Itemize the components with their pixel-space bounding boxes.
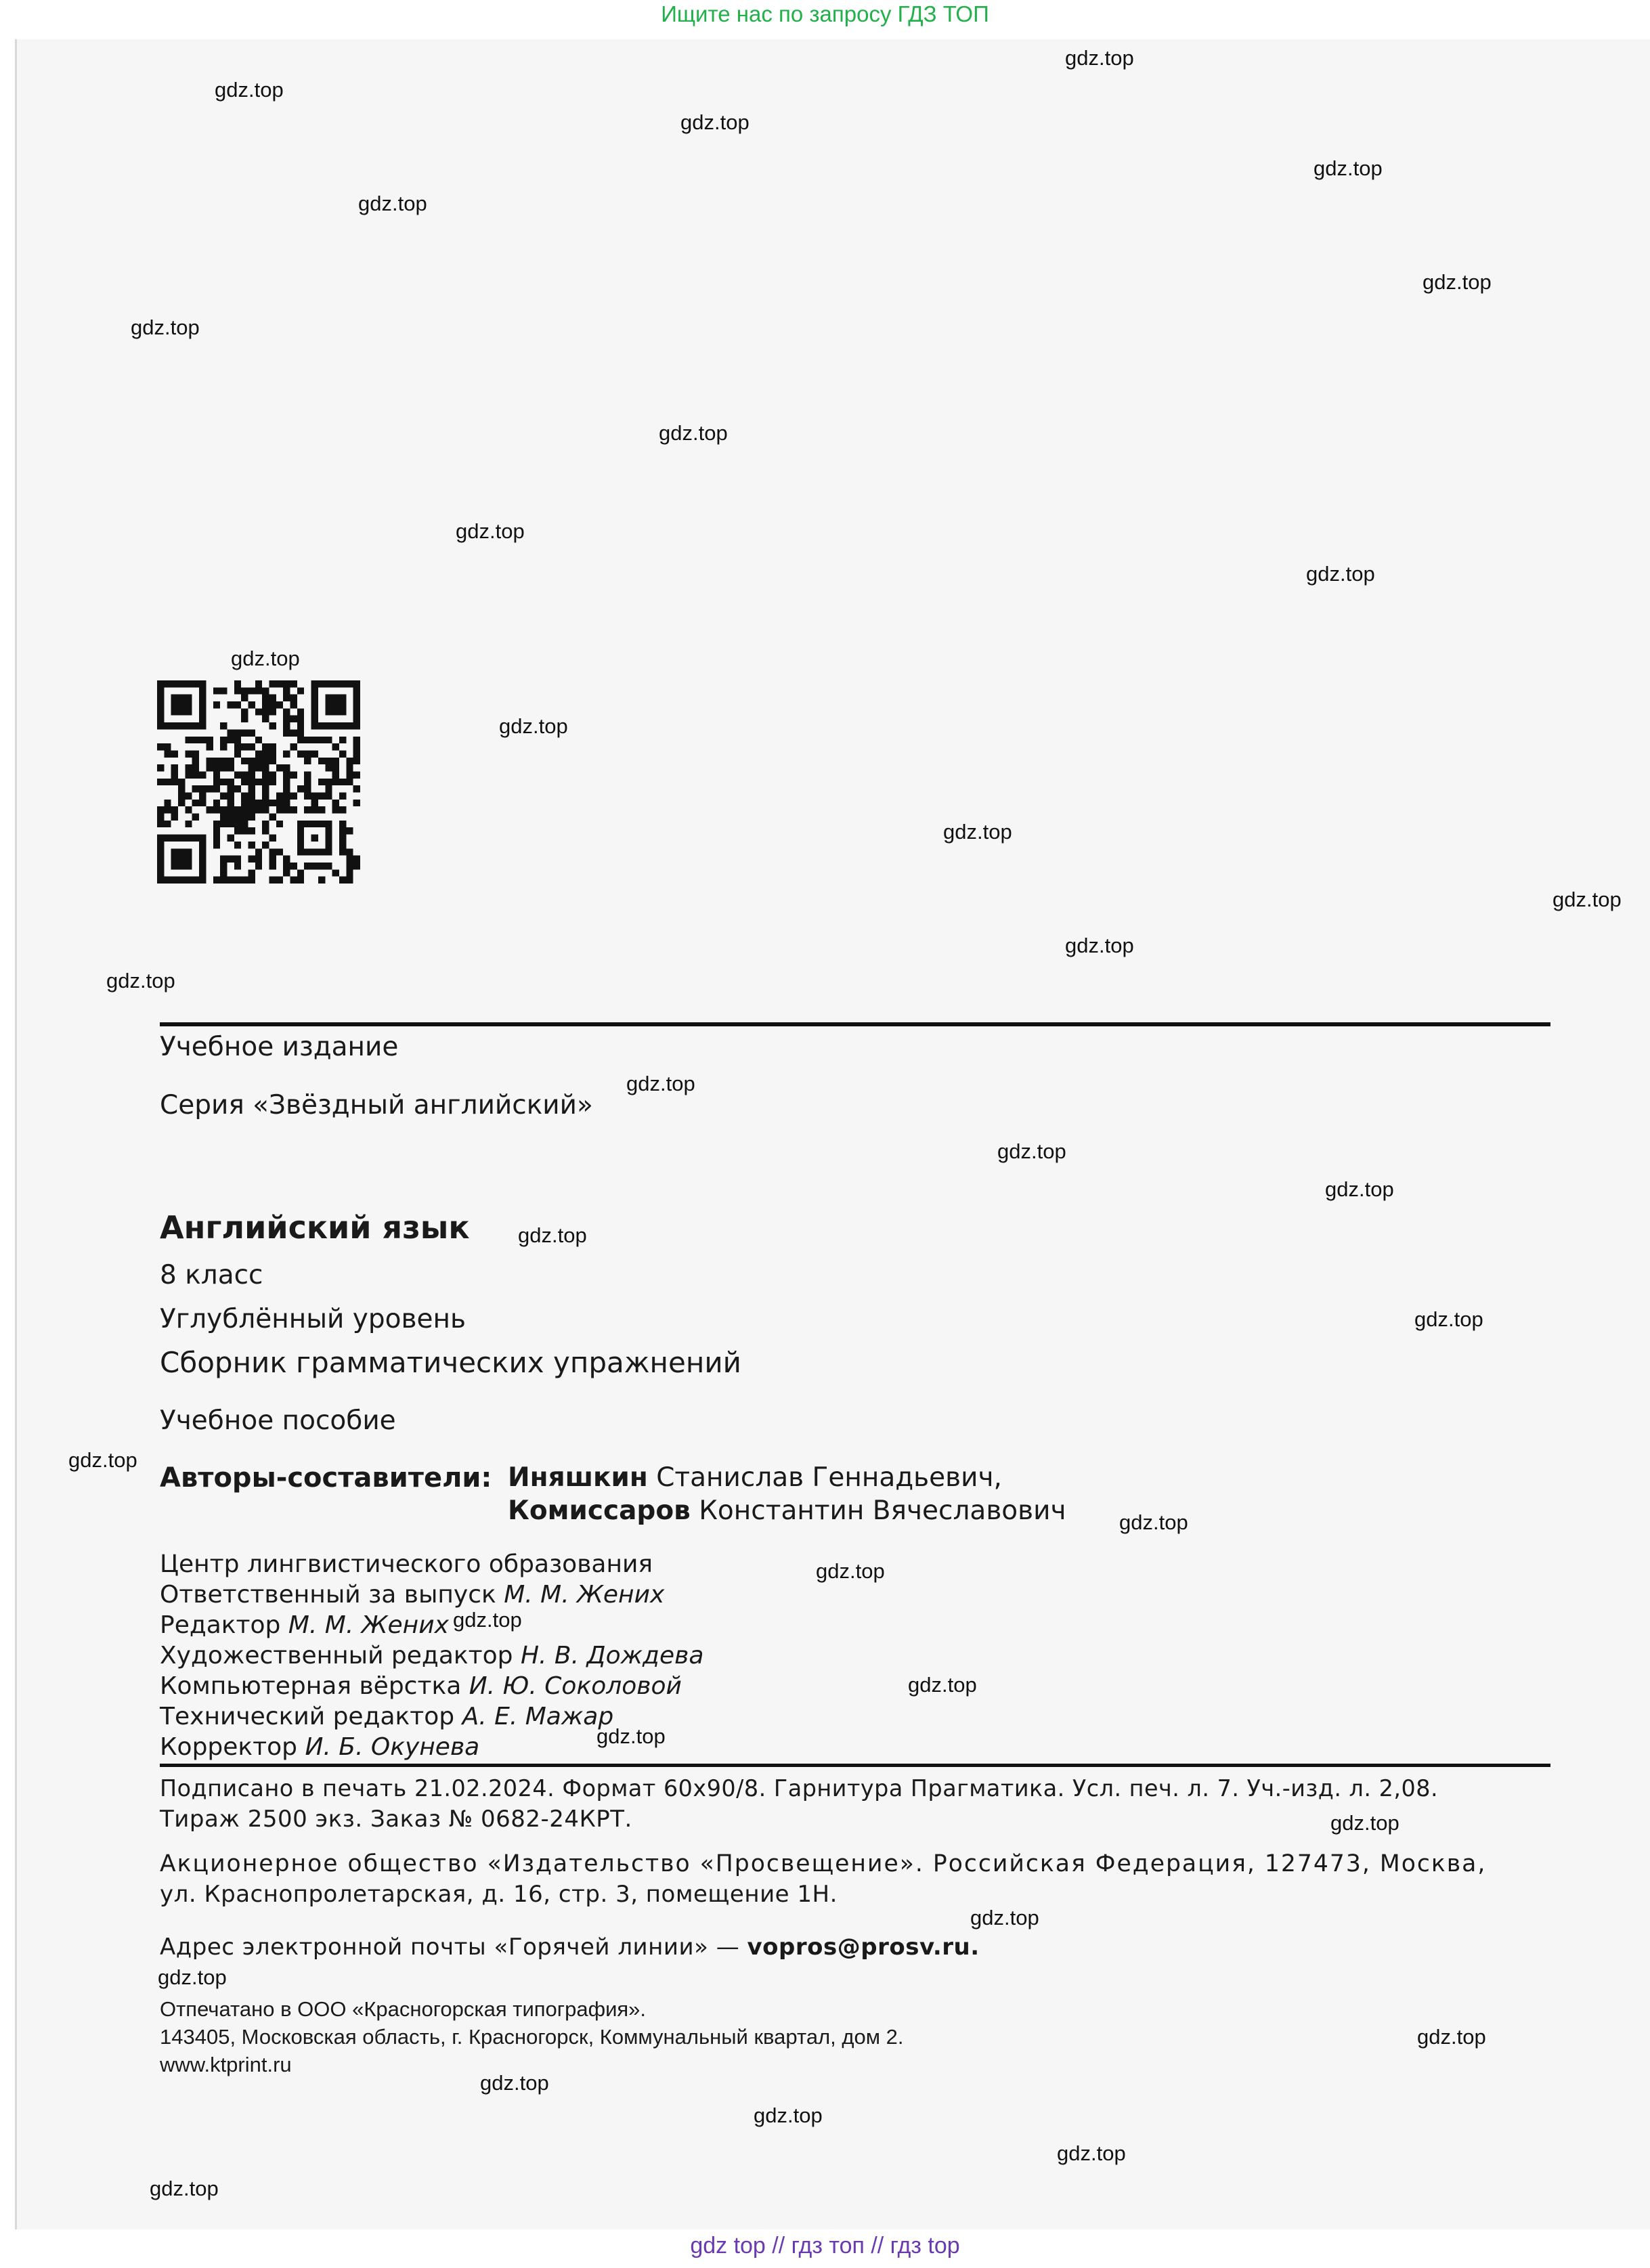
author-2 xyxy=(508,1496,1066,1526)
search-banner[interactable]: Ищите нас по запросу ГДЗ ТОП xyxy=(661,1,989,26)
watermark: gdz.top xyxy=(1119,1510,1188,1534)
author-1-name: Станислав Геннадьевич, xyxy=(656,1462,1002,1493)
author-2-surname: Комиссаров xyxy=(508,1496,691,1526)
qr-code xyxy=(157,680,360,884)
watermark: gdz.top xyxy=(480,2071,549,2095)
watermark: gdz.top xyxy=(754,2103,823,2127)
watermark: gdz.top xyxy=(997,1139,1066,1163)
watermark: gdz.top xyxy=(215,78,284,102)
watermark: gdz.top xyxy=(1314,156,1383,180)
publisher-line-2: ул. Краснопролетарская, д. 16, стр. 3, помещение 1Н. xyxy=(160,1881,838,1908)
watermark: gdz.top xyxy=(1306,562,1375,586)
watermark: gdz.top xyxy=(68,1448,137,1472)
book-subtitle: Сборник грамматических упражнений xyxy=(160,1346,741,1379)
email-address[interactable]: vopros@prosv.ru. xyxy=(747,1934,980,1961)
middle-rule xyxy=(160,1764,1550,1767)
watermark: gdz.top xyxy=(908,1673,977,1697)
art-editor-line: Художественный редактор Н. В. Дождева xyxy=(160,1642,704,1670)
watermark: gdz.top xyxy=(1330,1811,1399,1835)
signed-line: Подписано в печать 21.02.2024. Формат 60x90/8. Гарнитура Прагматика. Усл. печ. л. 7. Уч.-изд. л. 2,08. xyxy=(160,1775,1439,1802)
footer-banner[interactable]: gdz top // гдз топ // гдз top xyxy=(690,2233,960,2259)
run-line: Тираж 2500 экз. Заказ № 0682-24КРТ. xyxy=(160,1806,632,1833)
email-label: Адрес электронной почты «Горячей линии» — xyxy=(160,1934,740,1961)
email-line xyxy=(160,1934,980,1961)
author-1-surname: Иняшкин xyxy=(508,1462,648,1493)
watermark: gdz.top xyxy=(131,315,200,339)
watermark: gdz.top xyxy=(106,969,175,993)
author-2-name: Константин Вячеславович xyxy=(699,1496,1066,1526)
watermark: gdz.top xyxy=(1057,2141,1126,2165)
watermark: gdz.top xyxy=(499,714,568,738)
authors-label: Авторы-составители: xyxy=(160,1462,492,1493)
grade: 8 класс xyxy=(160,1260,263,1290)
edition-type: Учебное издание xyxy=(160,1032,399,1062)
printer-line-2: 143405, Московская область, г. Красногорск, Коммунальный квартал, дом 2. xyxy=(160,2025,904,2049)
watermark: gdz.top xyxy=(150,2177,219,2200)
watermark: gdz.top xyxy=(659,421,728,445)
watermark: gdz.top xyxy=(596,1724,666,1748)
watermark: gdz.top xyxy=(456,519,525,543)
tech-editor-line: Технический редактор А. Е. Мажар xyxy=(160,1703,614,1730)
center-line: Центр лингвистического образования xyxy=(160,1550,653,1578)
watermark: gdz.top xyxy=(1423,270,1492,294)
watermark: gdz.top xyxy=(518,1223,587,1247)
watermark: gdz.top xyxy=(816,1559,885,1583)
watermark: gdz.top xyxy=(1065,46,1134,70)
watermark: gdz.top xyxy=(970,1906,1039,1929)
proofreader-line: Корректор И. Б. Окунева xyxy=(160,1733,480,1761)
book-title: Английский язык xyxy=(160,1209,470,1246)
responsible-line: Ответственный за выпуск М. М. Жених xyxy=(160,1581,665,1609)
watermark: gdz.top xyxy=(626,1072,695,1095)
watermark: gdz.top xyxy=(1325,1177,1394,1201)
watermark: gdz.top xyxy=(358,192,427,215)
author-1 xyxy=(508,1462,1002,1493)
watermark: gdz.top xyxy=(158,1965,227,1989)
editor-line: Редактор М. М. Жених xyxy=(160,1611,449,1639)
level: Углублённый уровень xyxy=(160,1304,466,1334)
printer-site[interactable]: www.ktprint.ru xyxy=(160,2053,292,2076)
watermark: gdz.top xyxy=(1417,2025,1486,2049)
book-kind: Учебное пособие xyxy=(160,1405,396,1436)
watermark: gdz.top xyxy=(680,110,750,134)
watermark: gdz.top xyxy=(453,1608,522,1632)
watermark: gdz.top xyxy=(943,820,1012,844)
watermark: gdz.top xyxy=(1414,1307,1483,1331)
watermark: gdz.top xyxy=(1065,934,1134,957)
watermark: gdz.top xyxy=(1553,888,1622,911)
watermark: gdz.top xyxy=(231,647,300,670)
printer-line-1: Отпечатано в ООО «Красногорская типография». xyxy=(160,1997,647,2021)
top-rule xyxy=(160,1022,1550,1026)
publisher-line-1: Акционерное общество «Издательство «Просвещение». Российская Федерация, 127473, Москва, xyxy=(160,1850,1487,1877)
layout-line: Компьютерная вёрстка И. Ю. Соколовой xyxy=(160,1672,682,1700)
series: Серия «Звёздный английский» xyxy=(160,1090,593,1120)
